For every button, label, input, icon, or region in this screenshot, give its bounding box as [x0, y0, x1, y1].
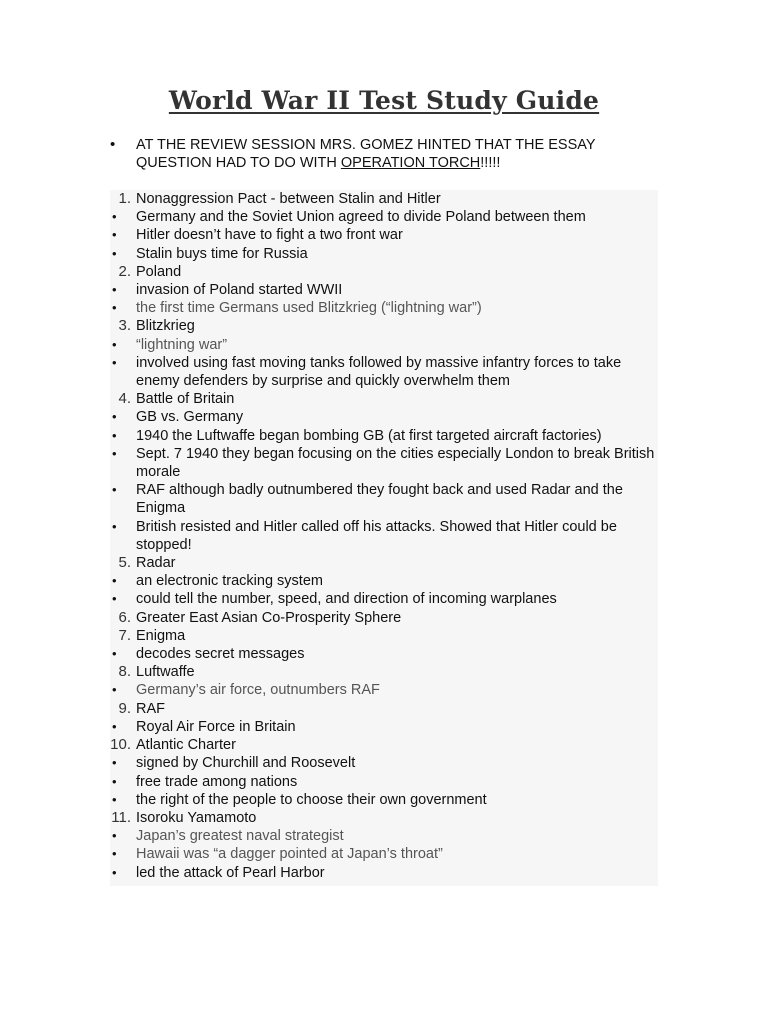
item-text: could tell the number, speed, and direction of incoming warplanes	[136, 591, 557, 608]
bullet-marker: •	[112, 828, 117, 844]
item-text: Isoroku Yamamoto	[136, 809, 257, 826]
item-text: the right of the people to choose their own government	[136, 791, 487, 808]
item-text: RAF	[136, 700, 165, 717]
item-text: Greater East Asian Co-Prosperity Sphere	[136, 609, 402, 626]
item-number: 6.	[118, 608, 131, 626]
bullet-marker: •	[112, 846, 117, 862]
study-list	[110, 190, 658, 886]
list-item	[110, 754, 658, 772]
item-text: Germany’s air force, outnumbers RAF	[136, 682, 380, 699]
item-text: led the attack of Pearl Harbor	[136, 864, 325, 881]
numbered-item	[110, 663, 658, 681]
list-item	[110, 336, 658, 354]
bullet-marker: •	[112, 682, 117, 698]
intro-text-before: AT THE REVIEW SESSION MRS. GOMEZ HINTED THAT THE ESSAY QUESTION HAD TO DO WITH	[136, 137, 596, 171]
item-text: Enigma	[136, 627, 186, 644]
list-item	[110, 681, 658, 699]
numbered-item	[110, 809, 658, 827]
bullet-marker: •	[112, 409, 117, 425]
item-number: 10.	[110, 736, 131, 754]
bullet-marker: •	[112, 791, 117, 807]
item-text: the first time Germans used Blitzkrieg (“lightning war”)	[136, 300, 482, 317]
bullet-marker: •	[112, 755, 117, 771]
list-item	[110, 718, 658, 736]
item-number: 9.	[118, 699, 131, 717]
bullet-marker: •	[112, 336, 117, 352]
item-number: 1.	[118, 190, 131, 207]
item-number: 5.	[118, 554, 131, 572]
numbered-item	[110, 609, 658, 627]
item-text: RAF although badly outnumbered they fought back and used Radar and the Enigma	[136, 482, 623, 517]
item-text: Sept. 7 1940 they began focusing on the cities especially London to break British morale	[136, 445, 655, 481]
item-text: Poland	[136, 263, 182, 280]
item-text: Luftwaffe	[136, 664, 195, 681]
numbered-item	[110, 390, 658, 408]
intro-note	[110, 136, 670, 172]
numbered-item	[110, 627, 658, 645]
intro-bullet: •	[110, 136, 116, 153]
item-text: GB vs. Germany	[136, 409, 244, 426]
item-text: Royal Air Force in Britain	[136, 718, 296, 735]
numbered-item	[110, 700, 658, 718]
bullet-marker: •	[112, 300, 117, 316]
intro-text	[136, 136, 670, 172]
list-item	[110, 299, 658, 317]
item-text: invasion of Poland started WWII	[136, 282, 343, 299]
list-item	[110, 354, 658, 390]
item-text: Atlantic Charter	[136, 737, 236, 754]
list-item	[110, 791, 658, 809]
item-text: “lightning war”	[136, 336, 228, 353]
list-item	[110, 208, 658, 226]
numbered-item	[110, 554, 658, 572]
numbered-item	[110, 263, 658, 281]
item-text: Battle of Britain	[136, 391, 235, 408]
item-number: 8.	[118, 663, 131, 681]
item-text: involved using fast moving tanks followed by massive infantry forces to take enemy defenders by surprise and quickly overwhelm them	[136, 354, 622, 390]
item-text: Germany and the Soviet Union agreed to divide Poland between them	[136, 209, 586, 226]
item-text: decodes secret messages	[136, 646, 305, 663]
item-number: 4.	[118, 390, 131, 408]
bullet-marker: •	[112, 245, 117, 261]
list-item	[110, 445, 658, 481]
bullet-marker: •	[112, 773, 117, 789]
list-item	[110, 481, 658, 517]
bullet-marker: •	[112, 518, 117, 534]
list-item	[110, 864, 658, 882]
numbered-item	[110, 190, 658, 208]
bullet-marker: •	[112, 591, 117, 607]
bullet-marker: •	[112, 354, 117, 370]
item-text: British resisted and Hitler called off his attacks. Showed that Hitler could be stopped!	[136, 518, 617, 553]
bullet-marker: •	[112, 209, 117, 225]
list-item	[110, 245, 658, 263]
item-text: Radar	[136, 555, 176, 572]
item-text: signed by Churchill and Roosevelt	[136, 755, 356, 772]
item-text: Blitzkrieg	[136, 318, 195, 335]
bullet-marker: •	[112, 227, 117, 243]
bullet-marker: •	[112, 646, 117, 662]
item-text: Japan’s greatest naval strategist	[136, 828, 344, 845]
intro-text-after: !!!!!	[480, 155, 501, 171]
list-item	[110, 408, 658, 426]
item-number: 2.	[118, 262, 131, 280]
bullet-marker: •	[112, 482, 117, 498]
item-number: 7.	[118, 626, 131, 644]
list-item	[110, 773, 658, 791]
item-text: free trade among nations	[136, 773, 298, 790]
list-item	[110, 590, 658, 608]
bullet-marker: •	[112, 445, 117, 461]
page-title: World War II Test Study Guide	[168, 86, 600, 115]
bullet-marker: •	[112, 573, 117, 589]
intro-underlined: OPERATION TORCH	[340, 155, 481, 171]
item-text: Hitler doesn’t have to fight a two front war	[136, 227, 403, 244]
item-text: Hawaii was “a dagger pointed at Japan’s throat”	[136, 846, 443, 863]
list-item	[110, 281, 658, 299]
item-text: Stalin buys time for Russia	[136, 245, 308, 262]
bullet-marker: •	[112, 427, 117, 443]
list-item	[110, 572, 658, 590]
list-item	[110, 427, 658, 445]
item-text: an electronic tracking system	[136, 573, 323, 590]
list-item	[110, 645, 658, 663]
item-number: 3.	[118, 317, 131, 335]
bullet-marker: •	[112, 864, 117, 880]
numbered-item	[110, 736, 658, 754]
item-text: Nonaggression Pact - between Stalin and Hitler	[136, 191, 441, 207]
bullet-marker: •	[112, 282, 117, 298]
list-item	[110, 226, 658, 244]
list-item	[110, 827, 658, 845]
list-item	[110, 518, 658, 554]
item-number: 11.	[111, 808, 131, 826]
bullet-marker: •	[112, 718, 117, 734]
item-text: 1940 the Luftwaffe began bombing GB (at first targeted aircraft factories)	[136, 427, 602, 444]
list-item	[110, 845, 658, 863]
numbered-item	[110, 317, 658, 335]
